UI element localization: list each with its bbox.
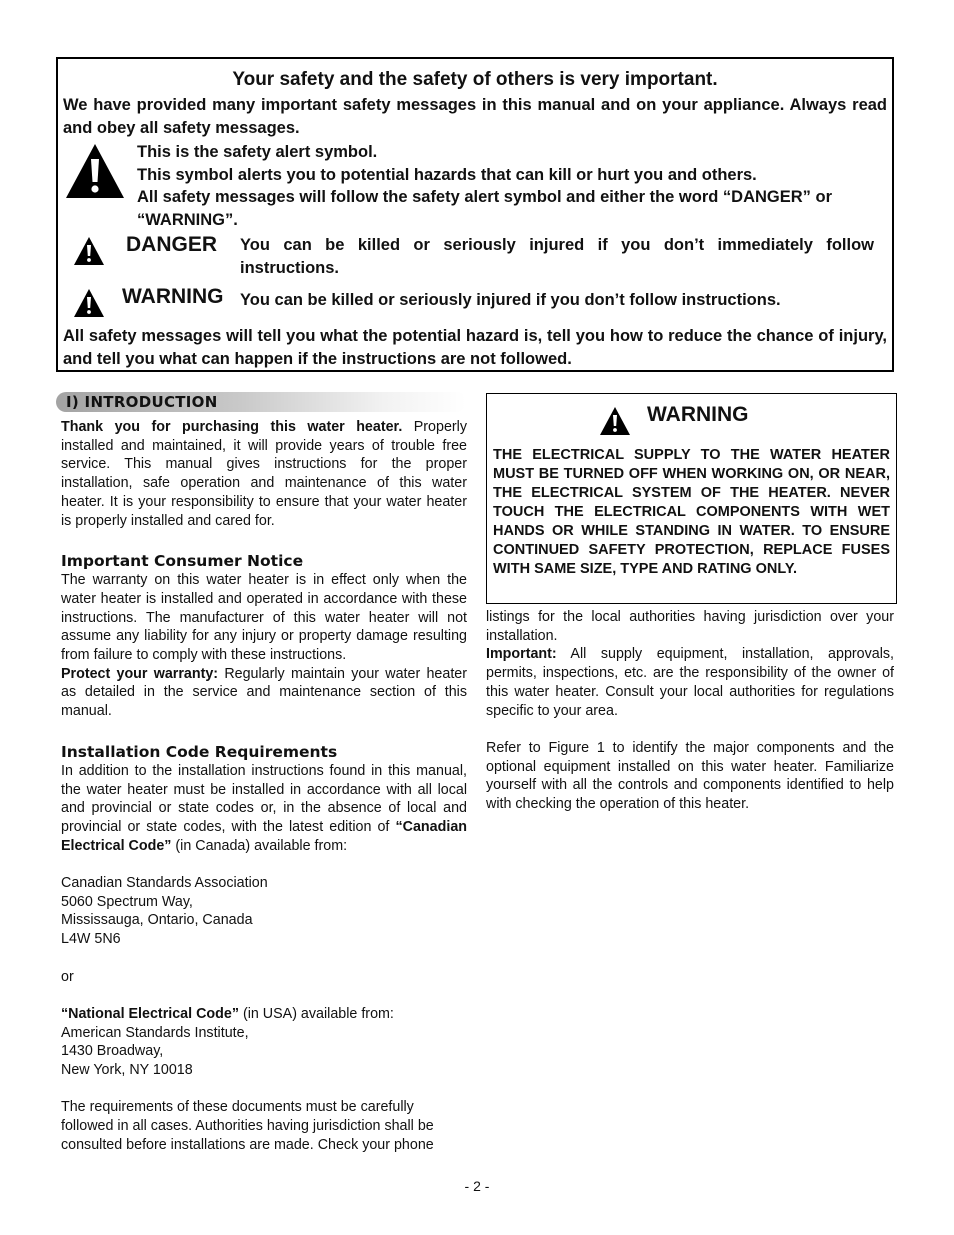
nec-name: “National Electrical Code” [61,1005,239,1022]
safety-alert-icon [64,142,126,200]
safety-box [56,57,894,372]
protect-lead: Protect your warranty: [61,665,219,682]
symbol-explanation [137,141,877,231]
warning-box-title: WARNING [647,403,749,426]
section-heading-label: I) INTRODUCTION [66,393,218,411]
code-heading: Installation Code Requirements [61,742,338,761]
protect-paragraph [61,665,467,721]
safety-alert-icon [73,236,105,266]
code-body: In addition to the installation instructions found in this manual, the water heater must be installed in accordance with all local and provincial or state codes or, in the absence of local and provincial or state codes, with the latest edition of [61,762,467,835]
cec-name: “Canadian Electrical Code” [61,818,467,854]
safety-intro: We have provided many important safety messages in this manual and on your appliance. Always read and obey all safety messages. [63,96,887,137]
left-column [61,418,467,1155]
address-line: 5060 Spectrum Way, [61,893,193,910]
symbol-line-1: This is the safety alert symbol. [137,143,378,161]
notice-heading: Important Consumer Notice [61,552,304,571]
or-text: or [61,968,74,985]
address-csa [61,874,467,949]
symbol-line-3: All safety messages will follow the safety alert symbol and either the word “DANGER” or “WARNING”. [137,188,833,229]
intro-rest: Properly installed and maintained, it will provide years of trouble free service. This manual gives instructions for the proper installation, safe operation and maintenance of this water heater. It is your responsibility to ensure that your water heater is properly installed and cared for. [61,419,467,529]
safety-alert-icon [599,406,631,436]
warning-word: WARNING [122,285,224,308]
code-text [61,762,467,856]
right-column [486,608,894,814]
cec-rest: (in Canada) available from: [171,837,348,854]
safety-closing: All safety messages will tell you what the potential hazard is, tell you how to reduce the chance of injury, and tell you what can happen if the instructions are not followed. [63,327,887,368]
address-line: 1430 Broadway, [61,1043,164,1060]
symbol-line-2: This symbol alerts you to potential hazards that can kill or hurt you and others. [137,165,757,184]
notice-text: The warranty on this water heater is in effect only when the water heater is installed and operated in accordance with these instructions. The manufacturer of this water heater will not assume any liability for any injury or property damage resulting from failure to comply with these instructions. [61,572,467,664]
address-line: L4W 5N6 [61,931,121,948]
address-line: Mississauga, Ontario, Canada [61,912,253,929]
safety-alert-icon [73,288,105,318]
nec-paragraph [61,1005,467,1024]
address-line: Canadian Standards Association [61,875,268,892]
address-line: New York, NY 10018 [61,1062,193,1079]
continued-text: listings for the local authorities having jurisdiction over your installation. [486,609,894,644]
address-ansi [61,1024,467,1080]
electrical-warning-box [486,393,897,604]
protect-rest: Regularly maintain your water heater as detailed in the service and maintenance section of this manual. [61,665,467,720]
intro-paragraph [61,418,467,530]
warning-text: You can be killed or seriously injured if you don’t follow instructions. [240,291,781,309]
important-paragraph [486,645,894,720]
danger-word: DANGER [126,233,218,256]
danger-text: You can be killed or seriously injured if you don’t immediately follow instructions. [240,236,874,277]
important-rest: All supply equipment, installation, approvals, permits, inspections, etc. are the responsibility of the owner of this water heater. Consult your local authorities for regulations specific to your area. [486,646,894,719]
page-number: - 2 - [464,1178,490,1194]
warning-box-text: THE ELECTRICAL SUPPLY TO THE WATER HEATER MUST BE TURNED OFF WHEN WORKING ON, OR NEAR, THE ELECTRICAL SYSTEM OF THE HEATER. NEVER TOUCH THE ELECTRICAL COMPONENTS WITH WET HANDS OR WHILE STANDING IN WATER. TO ENSURE CONTINUED SAFETY PROTECTION, REPLACE FUSES WITH SAME SIZE, TYPE AND RATING ONLY. [493,447,890,577]
important-lead: Important: [486,646,557,663]
section-heading [56,392,466,412]
intro-lead: Thank you for purchasing this water heater. [61,419,403,435]
safety-title: Your safety and the safety of others is very important. [232,69,718,90]
address-line: American Standards Institute, [61,1024,249,1041]
requirements-text: The requirements of these documents must be carefully followed in all cases. Authorities having jurisdiction shall be consulted before installations are made. Check your phone [61,1099,434,1153]
figure-ref-text: Refer to Figure 1 to identify the major components and the optional equipment installed on this water heater. Familiarize yourself with all the controls and components identified to help with checking the operation of this heater. [486,739,894,813]
nec-rest: (in USA) available from: [238,1005,394,1022]
